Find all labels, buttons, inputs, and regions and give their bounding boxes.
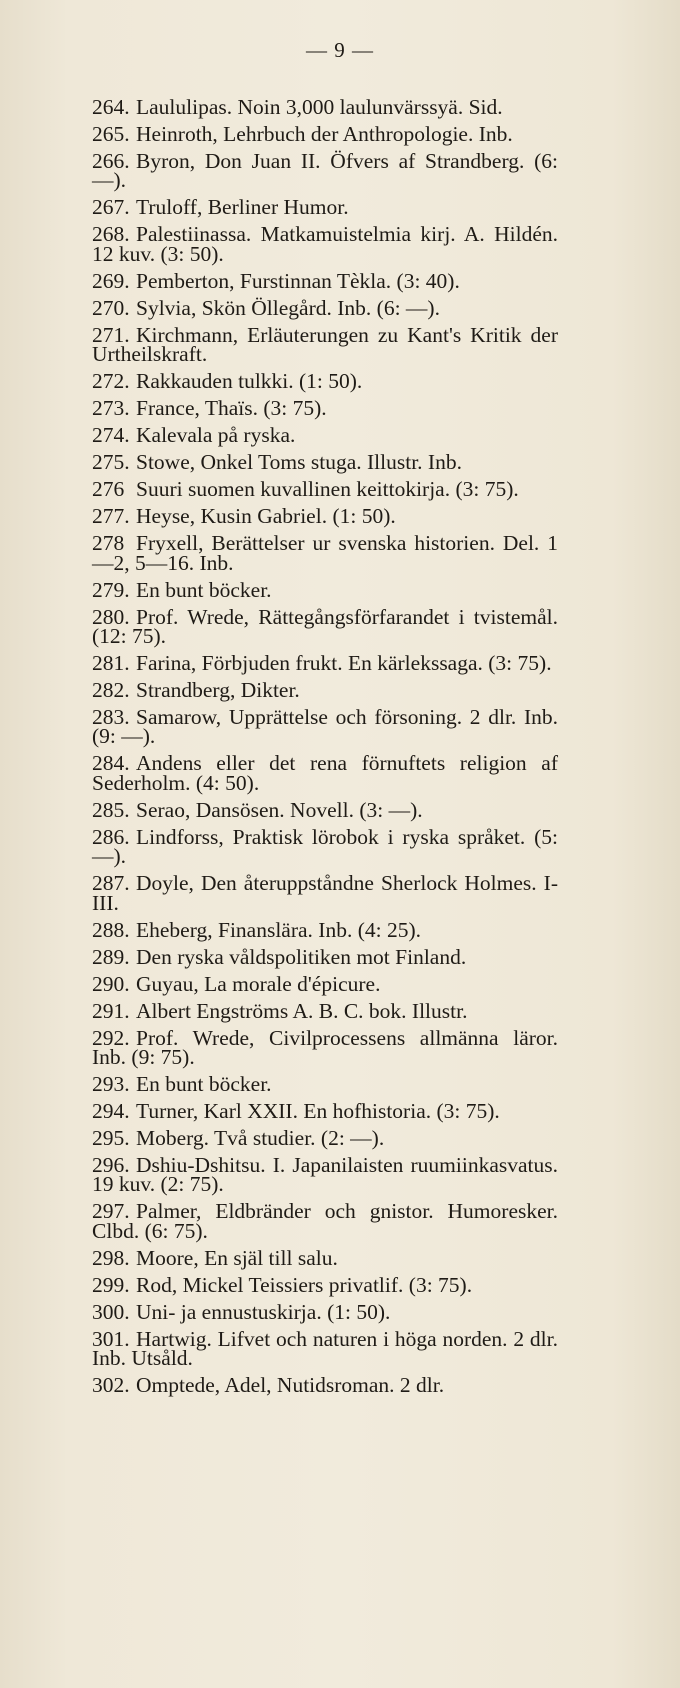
entry-number: 302.: [92, 1373, 130, 1398]
catalog-entry: [92, 195, 558, 220]
catalog-entry: [92, 604, 558, 649]
catalog-entry: [92, 797, 558, 822]
entry-text: Pemberton, Furstinnan Tèkla. (3: 40).: [136, 268, 460, 293]
catalog-entry: [92, 651, 558, 676]
entry-number: 285.: [92, 797, 130, 822]
entry-text: Prof. Wrede, Civilprocessens allmänna läror. Inb. (9: 75).: [92, 1025, 558, 1070]
entry-number: 279.: [92, 577, 130, 602]
entry-text: Fryxell, Berättelser ur svenska historien. Del. 1—2, 5—16. Inb.: [92, 531, 558, 575]
entry-number: 271.: [92, 322, 130, 347]
entry-text: Kirchmann, Erläuterungen zu Kant's Kritik der Urtheilskraft.: [92, 322, 558, 367]
catalog-entry: [92, 1245, 558, 1270]
entry-text: Palestiinassa. Matkamuistelmia kirj. A. Hildén. 12 kuv. (3: 50).: [92, 222, 558, 266]
catalog-entry: [92, 917, 558, 942]
entry-number: 278: [92, 531, 125, 556]
entry-text: Kalevala på ryska.: [136, 423, 296, 448]
catalog-entry: [92, 322, 558, 367]
catalog-entry: [92, 871, 558, 915]
catalog-entry: [92, 1199, 558, 1243]
catalog-entry: [92, 423, 558, 448]
entry-number: 272.: [92, 369, 130, 394]
catalog-entry: [92, 222, 558, 266]
entry-number: 291.: [92, 998, 130, 1023]
catalog-entry: [92, 396, 558, 421]
entry-text: Byron, Don Juan II. Öfvers af Strandberg. (6: —).: [92, 149, 558, 193]
catalog-entry: [92, 678, 558, 703]
catalog-entry: [92, 998, 558, 1023]
entry-number: 265.: [92, 122, 130, 146]
entry-number: 300.: [92, 1299, 130, 1324]
catalog-entry: [92, 477, 558, 502]
entry-text: Farina, Förbjuden frukt. En kärlekssaga. (3: 75).: [136, 651, 552, 676]
catalog-entries: [92, 95, 558, 1403]
entry-text: Heyse, Kusin Gabriel. (1: 50).: [136, 504, 396, 529]
entry-text: Stowe, Onkel Toms stuga. Illustr. Inb.: [136, 450, 462, 475]
entry-text: Palmer, Eldbränder och gnistor. Humoresker. Clbd. (6: 75).: [92, 1199, 558, 1243]
entry-text: Moore, En själ till salu.: [136, 1245, 338, 1270]
entry-text: En bunt böcker.: [136, 1072, 272, 1097]
catalog-entry: [92, 504, 558, 529]
entry-text: Moberg. Två studier. (2: —).: [136, 1126, 385, 1151]
entry-text: Albert Engströms A. B. C. bok. Illustr.: [136, 998, 468, 1023]
entry-text: Rod, Mickel Teissiers privatlif. (3: 75).: [136, 1272, 473, 1297]
entry-text: Lindforss, Praktisk lörobok i ryska språket. (5: —).: [92, 824, 558, 869]
entry-text: Turner, Karl XXII. En hofhistoria. (3: 75).: [136, 1099, 500, 1124]
entry-text: Andens eller det rena förnuftets religion af Sederholm. (4: 50).: [92, 751, 558, 795]
entry-number: 266.: [92, 149, 130, 173]
entry-number: 282.: [92, 678, 130, 703]
entry-number: 296.: [92, 1153, 130, 1178]
entry-number: 289.: [92, 944, 130, 969]
entry-text: Guyau, La morale d'épicure.: [136, 971, 381, 996]
entry-number: 287.: [92, 871, 130, 896]
entry-text: France, Thaïs. (3: 75).: [136, 396, 327, 421]
entry-text: Den ryska våldspolitiken mot Finland.: [136, 944, 467, 969]
catalog-entry: [92, 95, 558, 119]
catalog-entry: [92, 122, 558, 146]
entry-text: Rakkauden tulkki. (1: 50).: [136, 369, 363, 394]
catalog-entry: [92, 971, 558, 996]
entry-number: 297.: [92, 1199, 130, 1224]
catalog-entry: [92, 1126, 558, 1151]
entry-number: 292.: [92, 1025, 130, 1050]
entry-number: 264.: [92, 95, 130, 119]
catalog-entry: [92, 295, 558, 320]
page-number: — 9 —: [306, 38, 374, 62]
catalog-entry: [92, 1025, 558, 1070]
catalog-entry: [92, 824, 558, 869]
entry-text: Uni- ja ennustuskirja. (1: 50).: [136, 1299, 391, 1324]
entry-text: Eheberg, Finanslära. Inb. (4: 25).: [136, 917, 422, 942]
entry-number: 269.: [92, 268, 130, 293]
entry-number: 293.: [92, 1072, 130, 1097]
entry-number: 286.: [92, 824, 130, 849]
entry-text: Heinroth, Lehrbuch der Anthropologie. Inb.: [136, 122, 513, 146]
catalog-entry: [92, 149, 558, 193]
entry-number: 274.: [92, 423, 130, 448]
catalog-entry: [92, 369, 558, 394]
entry-text: Doyle, Den återuppståndne Sherlock Holmes. I-III.: [92, 871, 558, 915]
entry-number: 298.: [92, 1245, 130, 1270]
entry-number: 270.: [92, 295, 130, 320]
entry-number: 276: [92, 477, 125, 502]
entry-number: 273.: [92, 396, 130, 421]
entry-number: 290.: [92, 971, 130, 996]
catalog-entry: [92, 577, 558, 602]
catalog-entry: [92, 1326, 558, 1371]
entry-text: Serao, Dansösen. Novell. (3: —).: [136, 797, 423, 822]
entry-text: Suuri suomen kuvallinen keittokirja. (3: 75).: [136, 477, 519, 502]
entry-number: 294.: [92, 1099, 130, 1124]
catalog-entry: [92, 450, 558, 475]
catalog-entry: [92, 1272, 558, 1297]
entry-text: Omptede, Adel, Nutidsroman. 2 dlr.: [136, 1373, 445, 1398]
entry-text: Samarow, Upprättelse och försoning. 2 dlr. Inb. (9: —).: [92, 705, 558, 749]
entry-number: 281.: [92, 651, 130, 676]
entry-text: Sylvia, Skön Öllegård. Inb. (6: —).: [136, 295, 440, 320]
entry-number: 268.: [92, 222, 130, 247]
catalog-entry: [92, 705, 558, 749]
catalog-entry: [92, 268, 558, 293]
catalog-entry: [92, 944, 558, 969]
catalog-entry: [92, 1099, 558, 1124]
entry-number: 299.: [92, 1272, 130, 1297]
entry-number: 283.: [92, 705, 130, 730]
entry-text: Truloff, Berliner Humor.: [136, 195, 349, 220]
entry-text: En bunt böcker.: [136, 577, 272, 602]
catalog-entry: [92, 751, 558, 795]
entry-number: 284.: [92, 751, 130, 776]
entry-text: Dshiu-Dshitsu. I. Japanilaisten ruumiinkasvatus. 19 kuv. (2: 75).: [92, 1153, 558, 1197]
entry-number: 280.: [92, 604, 130, 629]
catalog-entry: [92, 1373, 558, 1398]
entry-number: 295.: [92, 1126, 130, 1151]
entry-text: Strandberg, Dikter.: [136, 678, 300, 703]
entry-number: 267.: [92, 195, 130, 220]
catalog-entry: [92, 1153, 558, 1197]
entry-text: Prof. Wrede, Rättegångsförfarandet i tvistemål. (12: 75).: [92, 604, 558, 649]
catalog-entry: [92, 1072, 558, 1097]
entry-number: 275.: [92, 450, 130, 475]
entry-number: 277.: [92, 504, 130, 529]
catalog-entry: [92, 1299, 558, 1324]
entry-text: Laululipas. Noin 3,000 laulunvärssyä. Sid.: [136, 95, 503, 119]
entry-number: 301.: [92, 1326, 130, 1351]
catalog-entry: [92, 531, 558, 575]
entry-text: Hartwig. Lifvet och naturen i höga norden. 2 dlr. Inb. Utsåld.: [92, 1326, 558, 1371]
entry-number: 288.: [92, 917, 130, 942]
